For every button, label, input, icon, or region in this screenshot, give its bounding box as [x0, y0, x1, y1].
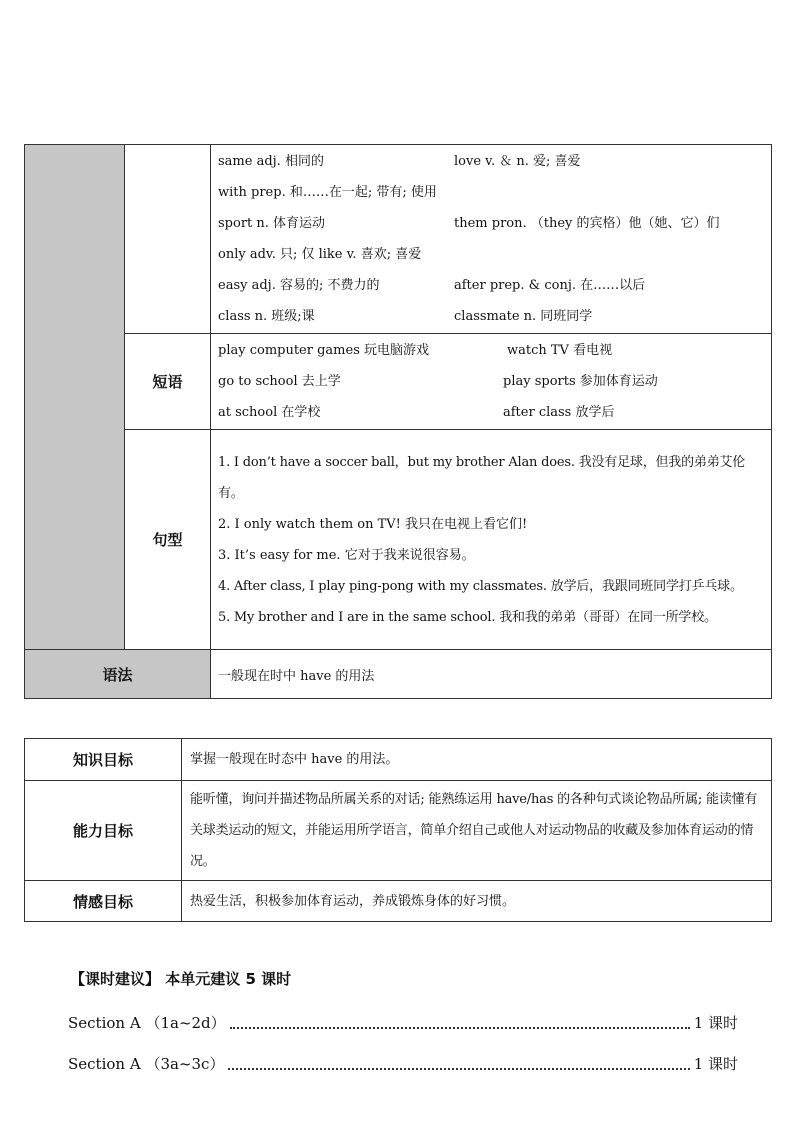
goal-label-ability: 能力目标	[25, 781, 182, 881]
goal-text-knowledge: 掌握一般现在时态中 have 的用法。	[182, 739, 772, 781]
word-entry: sport n. 体育运动	[218, 216, 326, 231]
word-line	[218, 239, 765, 270]
words-cell	[211, 145, 772, 334]
phrase-entry: play sports 参加体育运动	[503, 374, 658, 389]
word-entry: with prep. 和……在一起; 带有; 使用	[218, 185, 437, 200]
grammar-cell	[211, 650, 772, 699]
word-entry: after prep. & conj. 在……以后	[454, 278, 646, 293]
phrases-cell	[211, 334, 772, 430]
word-entry: love v. ＆ n. 爱; 喜爱	[454, 154, 581, 169]
word-entry: them pron. （they 的宾格）他（她、它）们	[454, 216, 720, 231]
word-line	[218, 301, 765, 332]
word-line	[218, 177, 765, 208]
sentence-item: 4. After class, I play ping-pong with my classmates. 放学后，我跟同班同学打乒乓球。	[218, 578, 743, 594]
phrase-entry: watch TV 看电视	[507, 343, 613, 358]
vocab-category-cell	[25, 145, 125, 650]
word-entry: only adv. 只; 仅 like v. 喜欢; 喜爱	[218, 247, 422, 262]
sentences-cell	[211, 430, 772, 650]
phrase-entry: play computer games 玩电脑游戏	[218, 343, 429, 358]
phrase-entry: go to school 去上学	[218, 374, 341, 389]
leader-dots	[230, 1015, 690, 1029]
sentence-item: 1. I don’t have a soccer ball，but my brother Alan does. 我没有足球，但我的弟弟艾伦有。	[218, 454, 746, 501]
sentence-item: 5. My brother and I are in the same school. 我和我的弟弟（哥哥）在同一所学校。	[218, 609, 717, 625]
goal-text-ability: 能听懂，询问并描述物品所属关系的对话; 能熟练运用 have/has 的各种句式谈论物品所属; 能读懂有关球类运动的短文，并能运用所学语言，简单介绍自己或他人对运动物品的收藏及参加体育运动的情况。	[182, 781, 772, 881]
schedule-hours: 1 课时	[693, 1013, 738, 1032]
phrase-line	[218, 335, 765, 366]
grammar-label: 语法	[25, 650, 211, 699]
sentence-item: 3. It’s easy for me. 它对于我来说很容易。	[218, 547, 475, 563]
word-line	[218, 208, 765, 239]
sentence-item: 2. I only watch them on TV! 我只在电视上看它们!	[218, 516, 528, 532]
grammar-text: 一般现在时中 have 的用法	[218, 668, 375, 684]
leader-dots	[228, 1056, 689, 1070]
goal-text-emotion: 热爱生活，积极参加体育运动，养成锻炼身体的好习惯。	[182, 881, 772, 922]
phrase-entry: at school 在学校	[218, 405, 321, 420]
word-entry: classmate n. 同班同学	[454, 309, 593, 324]
word-entry: same adj. 相同的	[218, 154, 324, 169]
learning-goals-table	[24, 738, 772, 922]
vocabulary-table	[24, 144, 772, 699]
word-entry: easy adj. 容易的; 不费力的	[218, 278, 380, 293]
word-entry: class n. 班级;课	[218, 309, 315, 324]
schedule-row	[68, 1010, 738, 1034]
schedule-title: 【课时建议】 本单元建议 5 课时	[70, 970, 292, 988]
phrase-line	[218, 397, 765, 428]
phrase-entry: after class 放学后	[503, 405, 615, 420]
word-line	[218, 270, 765, 301]
sentences-label: 句型	[125, 430, 211, 650]
schedule-hours: 1 课时	[693, 1054, 738, 1073]
schedule-row	[68, 1051, 738, 1075]
word-line	[218, 146, 765, 177]
goal-label-emotion: 情感目标	[25, 881, 182, 922]
phrases-label: 短语	[125, 334, 211, 430]
schedule-section: Section A （1a~2d）	[68, 1013, 226, 1032]
schedule-section: Section A （3a~3c）	[68, 1054, 225, 1073]
phrase-line	[218, 366, 765, 397]
goal-label-knowledge: 知识目标	[25, 739, 182, 781]
words-label-cell	[125, 145, 211, 334]
